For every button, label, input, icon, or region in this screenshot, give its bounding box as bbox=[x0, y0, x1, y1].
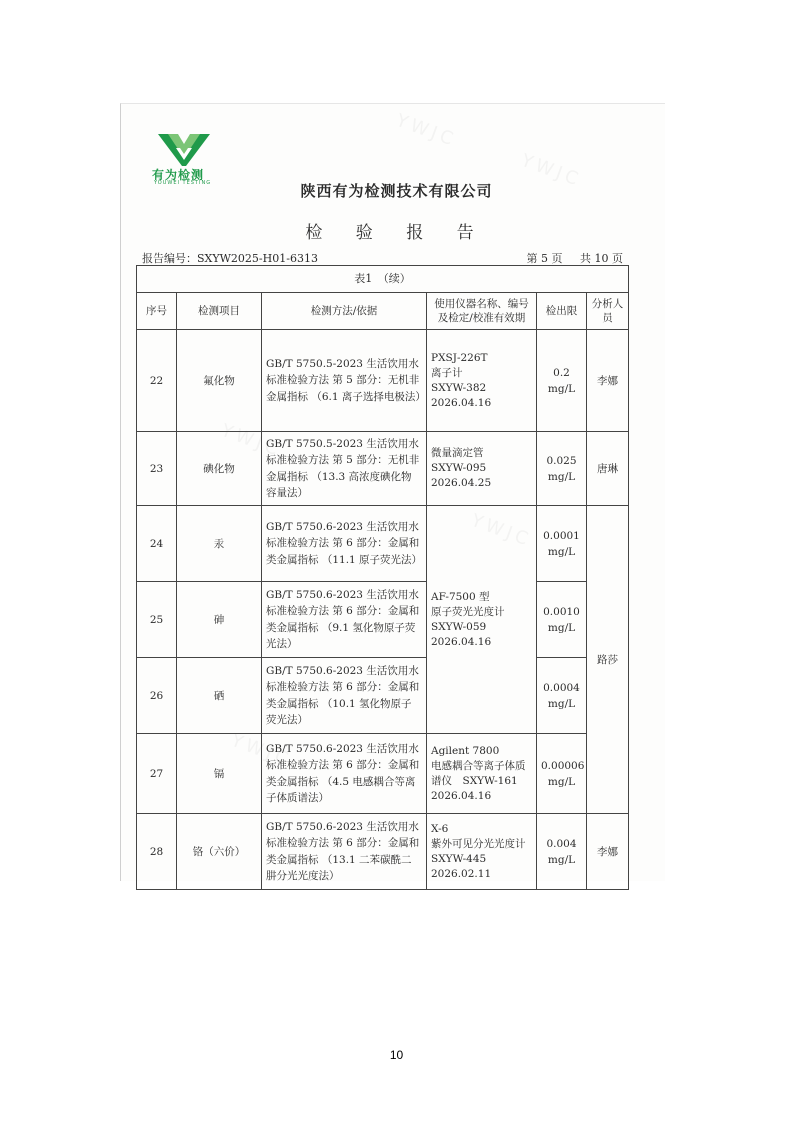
row-no: 24 bbox=[137, 506, 177, 582]
row-item: 铬（六价） bbox=[177, 814, 262, 890]
row-instrument: X-6 紫外可见分光光度计 SXYW-445 2026.02.11 bbox=[427, 814, 537, 890]
report-title: 检 验 报 告 bbox=[305, 223, 488, 243]
row-limit: 0.0004 mg/L bbox=[537, 658, 587, 734]
table-row bbox=[137, 330, 629, 432]
table-row bbox=[137, 814, 629, 890]
row-item: 汞 bbox=[177, 506, 262, 582]
row-no: 25 bbox=[137, 582, 177, 658]
page-info bbox=[513, 250, 624, 266]
row-item: 镉 bbox=[177, 734, 262, 814]
row-limit: 0.2 mg/L bbox=[537, 330, 587, 432]
row-method: GB/T 5750.5-2023 生活饮用水标准检验方法 第 5 部分：无机非金属指标 （6.1 离子选择电极法） bbox=[262, 330, 427, 432]
table-caption: 表1 （续） bbox=[137, 266, 629, 293]
row-limit: 0.025 mg/L bbox=[537, 432, 587, 506]
watermark: YWJC bbox=[393, 109, 460, 152]
row-limit: 0.0001 mg/L bbox=[537, 506, 587, 582]
row-method: GB/T 5750.6-2023 生活饮用水标准检验方法 第 6 部分：金属和类金属指标 （10.1 氢化物原子荧光法） bbox=[262, 658, 427, 734]
row-method: GB/T 5750.6-2023 生活饮用水标准检验方法 第 6 部分：金属和类金属指标 （13.1 二苯碳酰二肼分光光度法） bbox=[262, 814, 427, 890]
row-analyst: 李娜 bbox=[587, 330, 629, 432]
logo-name: 有为检测 bbox=[152, 168, 205, 182]
header-item: 检测项目 bbox=[177, 293, 262, 330]
watermark: YWJC bbox=[228, 729, 295, 772]
header-instrument: 使用仪器名称、编号及检定/校准有效期 bbox=[427, 293, 537, 330]
row-no: 28 bbox=[137, 814, 177, 890]
row-instrument: 微量滴定管 SXYW-095 2026.04.25 bbox=[427, 432, 537, 506]
table-row bbox=[137, 734, 629, 814]
row-no: 22 bbox=[137, 330, 177, 432]
row-limit: 0.004 mg/L bbox=[537, 814, 587, 890]
row-no: 27 bbox=[137, 734, 177, 814]
row-no: 26 bbox=[137, 658, 177, 734]
header-method: 检测方法/依据 bbox=[262, 293, 427, 330]
header-limit: 检出限 bbox=[537, 293, 587, 330]
row-instrument-merged: AF-7500 型 原子荧光光度计 SXYW-059 2026.04.16 bbox=[427, 506, 537, 734]
row-method: GB/T 5750.6-2023 生活饮用水标准检验方法 第 6 部分：金属和类金属指标 （11.1 原子荧光法） bbox=[262, 506, 427, 582]
report-number: 报告编号：SXYW2025-H01-6313 bbox=[142, 252, 318, 265]
company-name: 陕西有为检测技术有限公司 bbox=[300, 182, 493, 200]
total-pages: 共 10 页 bbox=[580, 252, 623, 265]
row-instrument: Agilent 7800 电感耦合等离子体质谱仪 SXYW-161 2026.04.16 bbox=[427, 734, 537, 814]
row-analyst-merged: 路莎 bbox=[587, 506, 629, 814]
row-item: 碘化物 bbox=[177, 432, 262, 506]
header-analyst: 分析人员 bbox=[587, 293, 629, 330]
page-number: 10 bbox=[389, 1048, 404, 1062]
table-row bbox=[137, 506, 629, 582]
watermark: YWJC bbox=[218, 419, 285, 462]
header-no: 序号 bbox=[137, 293, 177, 330]
row-item: 砷 bbox=[177, 582, 262, 658]
results-table bbox=[136, 265, 629, 890]
row-analyst: 李娜 bbox=[587, 814, 629, 890]
watermark: YWJC bbox=[518, 149, 585, 192]
table-row bbox=[137, 582, 629, 658]
row-method: GB/T 5750.6-2023 生活饮用水标准检验方法 第 6 部分：金属和类金属指标 （4.5 电感耦合等离子体质谱法） bbox=[262, 734, 427, 814]
table-row bbox=[137, 432, 629, 506]
row-item: 氟化物 bbox=[177, 330, 262, 432]
watermark: YWJC bbox=[468, 509, 535, 552]
logo-subtitle: YOUWEI TESTING bbox=[154, 180, 212, 186]
table-header-row bbox=[137, 293, 629, 330]
table-row bbox=[137, 658, 629, 734]
row-method: GB/T 5750.6-2023 生活饮用水标准检验方法 第 6 部分：金属和类金属指标 （9.1 氢化物原子荧光法） bbox=[262, 582, 427, 658]
row-no: 23 bbox=[137, 432, 177, 506]
row-method: GB/T 5750.5-2023 生活饮用水标准检验方法 第 5 部分：无机非金属指标 （13.3 高浓度碘化物容量法） bbox=[262, 432, 427, 506]
row-item: 硒 bbox=[177, 658, 262, 734]
current-page: 第 5 页 bbox=[526, 252, 563, 265]
row-limit: 0.0010 mg/L bbox=[537, 582, 587, 658]
row-analyst: 唐琳 bbox=[587, 432, 629, 506]
row-limit: 0.00006 mg/L bbox=[537, 734, 587, 814]
row-instrument: PXSJ-226T 离子计 SXYW-382 2026.04.16 bbox=[427, 330, 537, 432]
